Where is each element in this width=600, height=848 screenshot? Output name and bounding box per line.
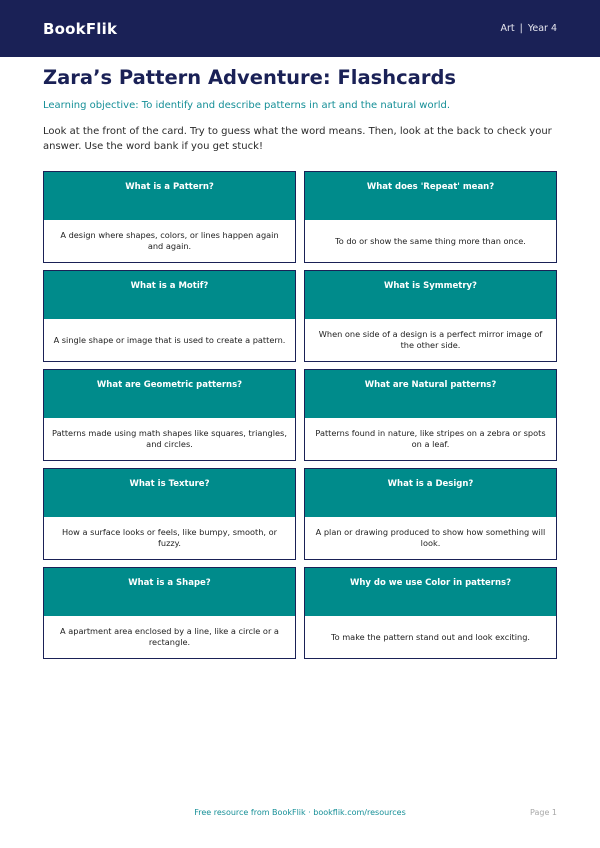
flashcard-front: What is Symmetry? (305, 271, 556, 319)
flashcard-front: What is a Shape? (44, 568, 295, 616)
flashcard-front: What is Texture? (44, 469, 295, 517)
flashcard-back: Patterns found in nature, like stripes on a zebra or spots on a leaf. (315, 428, 546, 449)
flashcard-back: To do or show the same thing more than once. (335, 235, 526, 246)
flashcard-front: What is a Motif? (44, 271, 295, 319)
learning-objective: Learning objective: To identify and describe patterns in art and the natural world. (43, 100, 451, 111)
flashcard-grid (43, 171, 557, 659)
flashcard-back: When one side of a design is a perfect mirror image of the other side. (318, 329, 543, 350)
flashcard[interactable] (304, 171, 557, 263)
flashcard[interactable] (304, 567, 557, 659)
flashcard[interactable] (43, 468, 296, 560)
flashcard[interactable] (304, 468, 557, 560)
flashcard-back: A design where shapes, colors, or lines happen again and again. (60, 230, 279, 251)
flashcard-back: A single shape or image that is used to create a pattern. (53, 334, 286, 345)
flashcard[interactable] (304, 369, 557, 461)
flashcard[interactable] (43, 270, 296, 362)
flashcard-front: What are Geometric patterns? (44, 370, 295, 418)
subject-label: Art (500, 23, 515, 34)
flashcard-front: What are Natural patterns? (305, 370, 556, 418)
flashcard-front: What does 'Repeat' mean? (305, 172, 556, 220)
meta-separator: | (519, 23, 523, 34)
flashcard-front: What is a Design? (305, 469, 556, 517)
brand-logo[interactable]: BookFlik (43, 19, 118, 38)
header-meta (500, 23, 557, 34)
flashcard[interactable] (43, 567, 296, 659)
footer-link[interactable]: Free resource from BookFlik · bookflik.com/resources (194, 808, 406, 817)
flashcard[interactable] (304, 270, 557, 362)
instructions: Look at the front of the card. Try to guess what the word means. Then, look at the back to check your answer. Use the word bank if you get stuck! (43, 126, 552, 152)
flashcard[interactable] (43, 171, 296, 263)
flashcard-back: A plan or drawing produced to show how something will look. (315, 527, 546, 548)
flashcard-front: Why do we use Color in patterns? (305, 568, 556, 616)
top-bar (0, 0, 600, 57)
flashcard-back: Patterns made using math shapes like squares, triangles, and circles. (52, 428, 287, 449)
flashcard-front: What is a Pattern? (44, 172, 295, 220)
flashcard-back: How a surface looks or feels, like bumpy, smooth, or fuzzy. (61, 527, 278, 548)
flashcard-back: To make the pattern stand out and look exciting. (330, 631, 530, 642)
flashcard[interactable] (43, 369, 296, 461)
page-title: Zara’s Pattern Adventure: Flashcards (43, 66, 457, 89)
year-label: Year 4 (527, 23, 557, 34)
page-number: Page 1 (530, 808, 557, 817)
flashcard-back: A apartment area enclosed by a line, like a circle or a rectangle. (60, 626, 279, 647)
